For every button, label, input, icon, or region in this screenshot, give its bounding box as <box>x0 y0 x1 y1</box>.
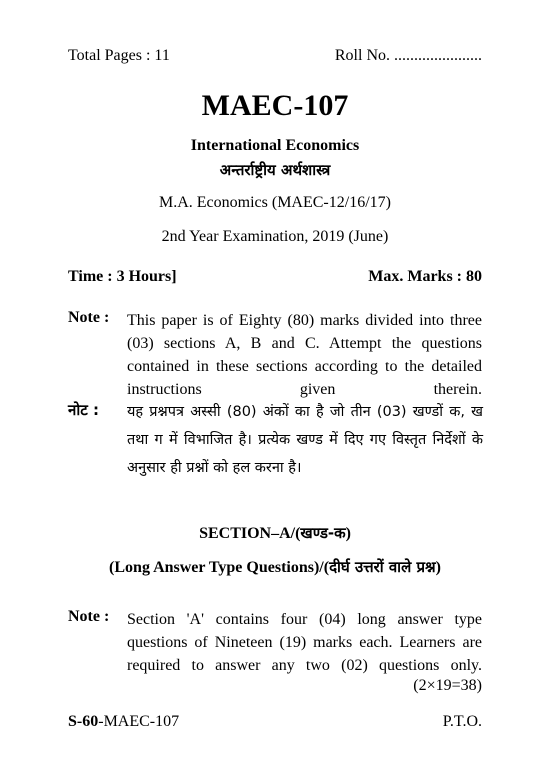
note-hindi-label: नोट : <box>68 401 99 419</box>
note-hindi-text: यह प्रश्नपत्र अस्सी (80) अंकों का है जो तीन (03) खण्डों क, ख तथा ग में विभाजित है। प्रत्येक खण्ड में दिए गए विस्तृत निर्देशों के अनुसार ही प्रश्नों को हल करना है। <box>127 404 483 476</box>
section-note-text: Section 'A' contains four (04) long answer type questions of Nineteen (19) marks each. Learners are required to answer any two (02) questions only. <box>127 611 482 674</box>
section-note-label: Note : <box>68 608 110 625</box>
roll-number: Roll No. ...................... <box>334 47 482 64</box>
total-pages: Total Pages : 11 <box>68 47 170 64</box>
note-text: This paper is of Eighty (80) marks divided into three (03) sections A, B and C. Attempt the questions contained in these sections according to the detailed instructions given therein. <box>127 312 482 398</box>
subject-english: International Economics <box>190 137 360 154</box>
marks-distribution: (2×19=38) <box>413 677 482 694</box>
note-label: Note : <box>68 309 110 326</box>
section-a-subheading: (Long Answer Type Questions)/(दीर्घ उत्तरों वाले प्रश्न) <box>109 558 441 576</box>
footer-pto: P.T.O. <box>442 713 482 730</box>
program-name: M.A. Economics (MAEC-12/16/17) <box>159 194 391 211</box>
max-marks: Max. Marks : 80 <box>368 268 482 285</box>
exam-time: Time : 3 Hours] <box>68 268 177 285</box>
section-a-heading: SECTION–A/(खण्ड-क) <box>199 524 351 542</box>
footer-paper-code: S-60-MAEC-107 <box>68 713 180 730</box>
course-code-title: MAEC-107 <box>201 89 349 122</box>
exam-session: 2nd Year Examination, 2019 (June) <box>161 228 389 245</box>
subject-hindi: अन्तर्राष्ट्रीय अर्थशास्त्र <box>219 161 331 179</box>
